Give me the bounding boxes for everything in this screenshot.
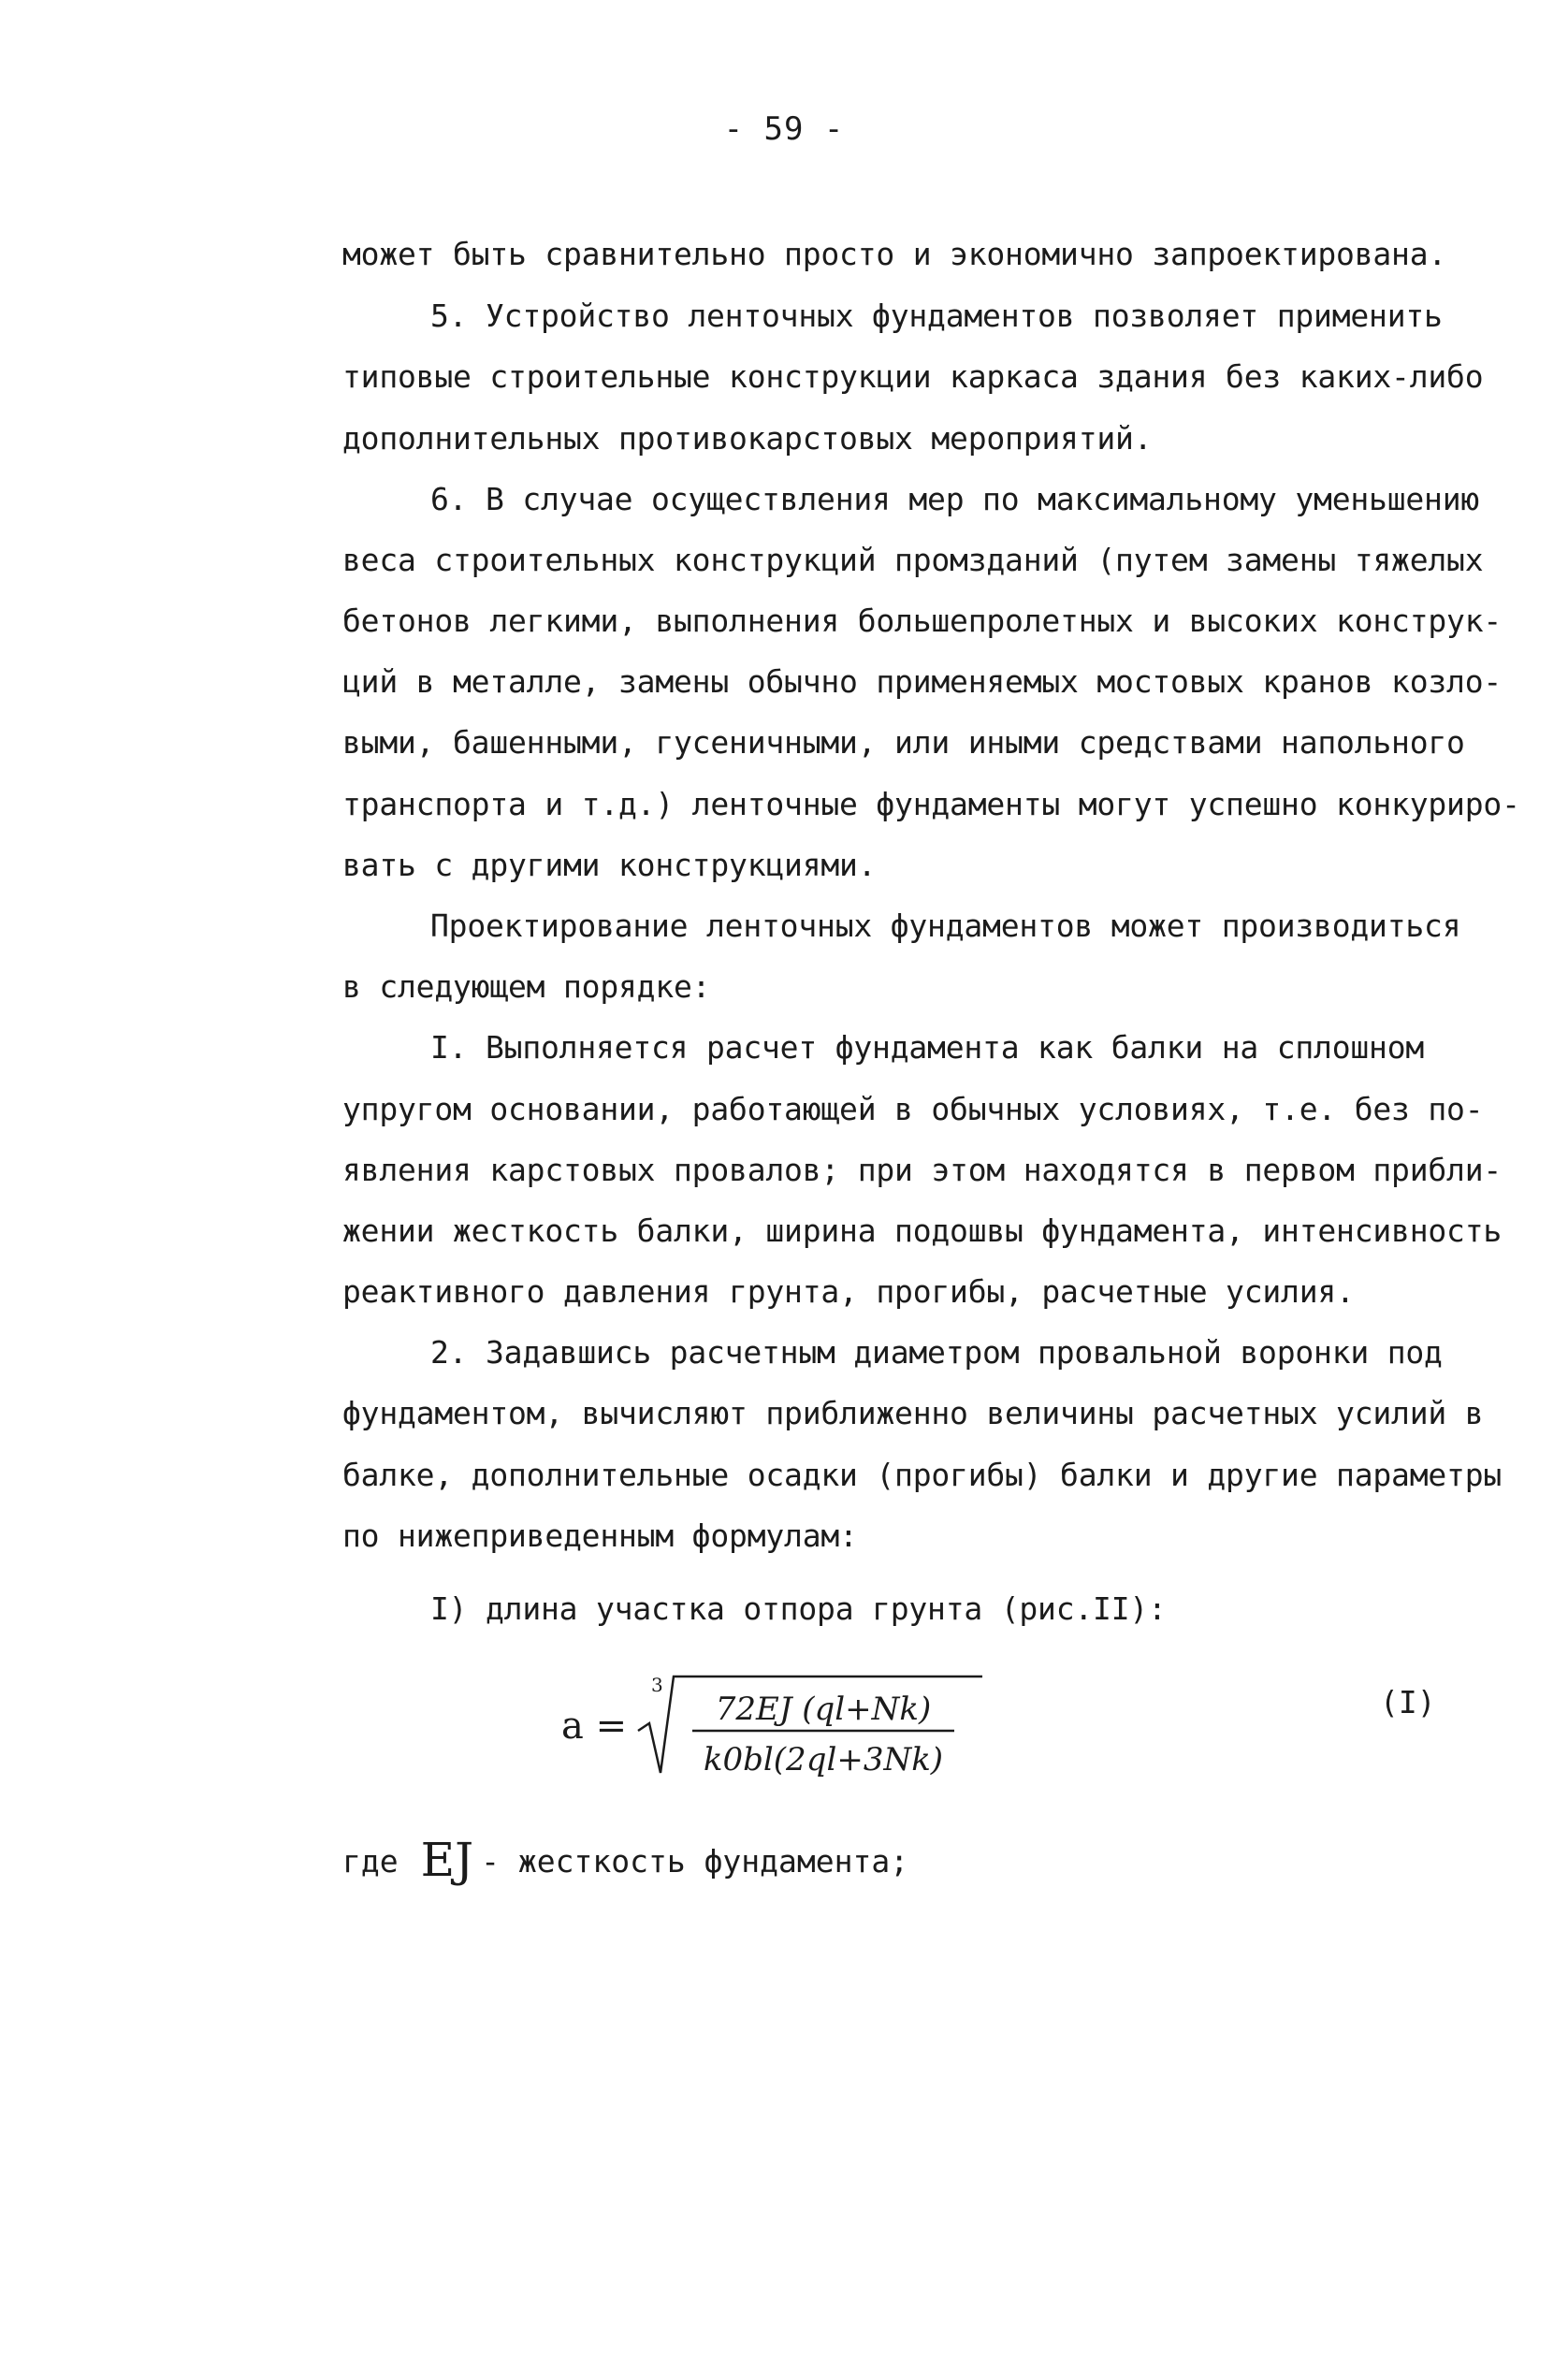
text-line: бетонов легкими, выполнения большепролетных и высоких конструк- (342, 602, 1503, 639)
text-line: явления карстовых провалов; при этом находятся в первом прибли- (342, 1152, 1503, 1188)
text-line: типовые строительные конструкции каркаса здания без каких-либо (342, 358, 1484, 395)
text-line: Проектирование ленточных фундаментов может производиться (430, 907, 1461, 944)
text-line: дополнительных противокарстовых мероприятий. (342, 420, 1153, 457)
text-line: может быть сравнительно просто и экономично запроектирована. (342, 236, 1447, 272)
where-prefix: где (342, 1843, 399, 1880)
text-line: реактивного давления грунта, прогибы, расчетные усилия. (342, 1273, 1355, 1310)
text-line: выми, башенными, гусеничными, или иными средствами напольного (342, 724, 1465, 761)
where-text: - жесткость фундамента; (481, 1843, 909, 1880)
formula-denominator: k0bl(2ql+3Nk) (703, 1741, 944, 1778)
text-line: ций в металле, замены обычно применяемых мостовых кранов козло- (342, 663, 1503, 700)
formula (524, 1665, 1010, 1796)
formula-numerator: 72EJ (ql+Nk) (715, 1691, 932, 1728)
text-line: веса строительных конструкций промзданий (путем замены тяжелых (342, 542, 1484, 578)
page-number: - 59 - (723, 110, 845, 148)
text-line: балке, дополнительные осадки (прогибы) балки и другие параметры (342, 1457, 1503, 1493)
text-line: вать с другими конструкциями. (342, 847, 877, 883)
text-line: по нижеприведенным формулам: (342, 1517, 858, 1554)
text-line: фундаментом, вычисляют приближенно величины расчетных усилий в (342, 1395, 1484, 1431)
formula-root-index: 3 (651, 1674, 663, 1696)
text-line: 2. Задавшись расчетным диаметром провальной воронки под (430, 1334, 1443, 1371)
text-line: упругом основании, работающей в обычных условиях, т.е. без по- (342, 1091, 1484, 1127)
text-line: I. Выполняется расчет фундамента как балки на сплошном (430, 1029, 1425, 1066)
text-line: транспорта и т.д.) ленточные фундаменты могут успешно конкуриро- (342, 786, 1520, 822)
where-line (342, 1833, 909, 1887)
text-line: 5. Устройство ленточных фундаментов позволяет применить (430, 298, 1443, 334)
text-line: в следующем порядке: (342, 968, 711, 1005)
where-symbol: EJ (420, 1833, 474, 1887)
text-line: 6. В случае осуществления мер по максимальному уменьшению (430, 481, 1480, 517)
text-line: I) длина участка отпора грунта (рис.II): (430, 1590, 1167, 1627)
formula-lhs: a = (561, 1705, 628, 1748)
formula-number: (I) (1380, 1684, 1436, 1720)
text-line: жении жесткость балки, ширина подошвы фундамента, интенсивность (342, 1212, 1503, 1249)
